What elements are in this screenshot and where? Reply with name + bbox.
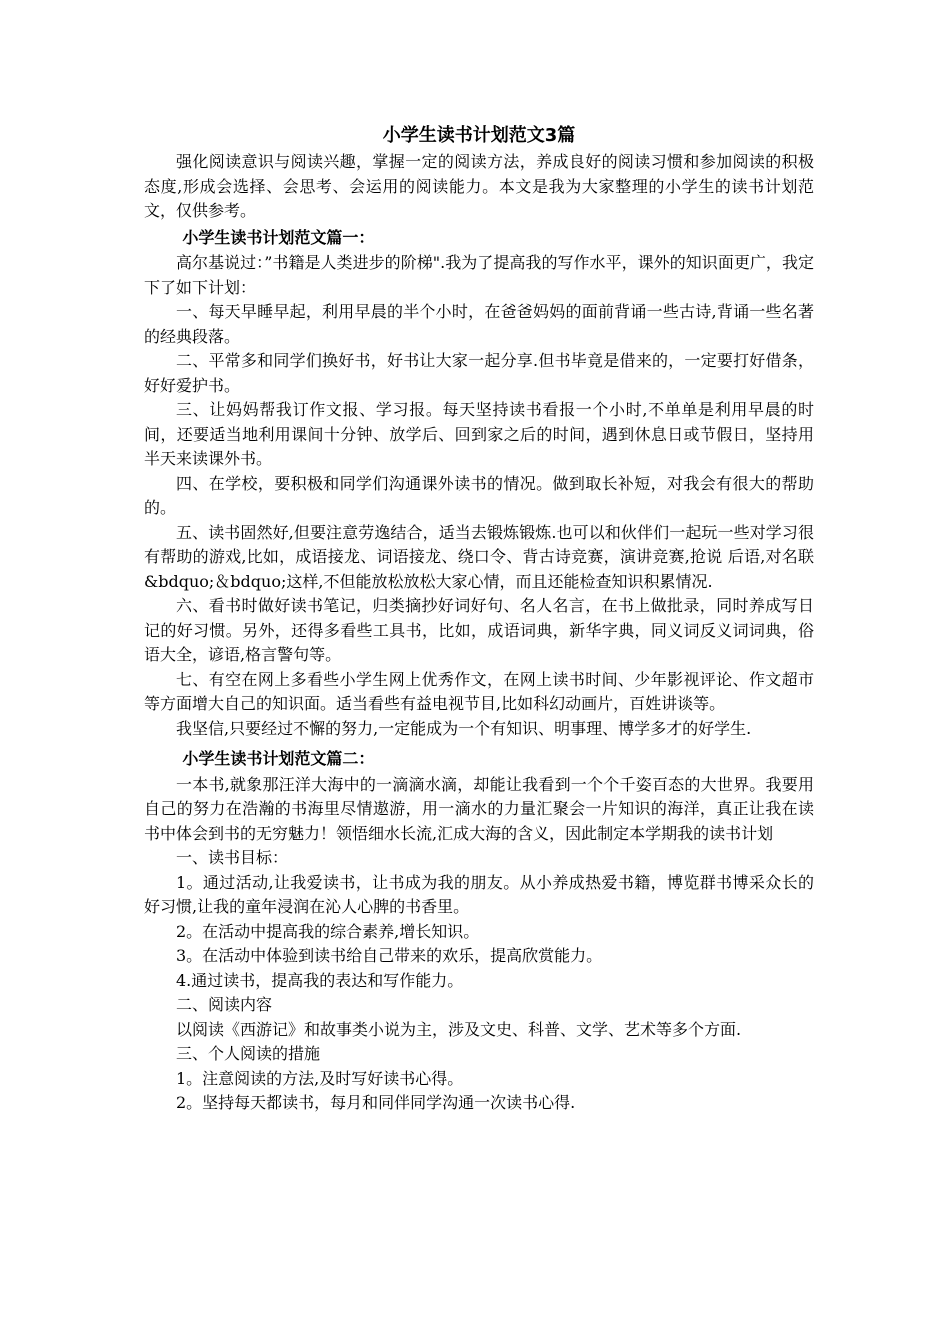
paragraph: 1。注意阅读的方法,及时写好读书心得。 (176, 1068, 464, 1088)
paragraph: 六、看书时做好读书笔记，归类摘抄好词好句、名人名言，在书上做批录，同时养成写日记的好习惯。另外，还得多看些工具书，比如，成语词典，新华字典，同义词反义词词典，俗语大全，谚语,格言警句等。 (144, 596, 814, 664)
paragraph: 一、每天早睡早起，利用早晨的半个小时，在爸爸妈妈的面前背诵一些古诗,背诵一些名著的经典段落。 (144, 302, 814, 346)
paragraph: 一、读书目标： (176, 848, 289, 867)
paragraph: 2。坚持每天都读书，每月和同伴同学沟通一次读书心得. (176, 1093, 576, 1112)
paragraph: 二、平常多和同学们换好书，好书让大家一起分享.但书毕竟是借来的，一定要打好借条，好好爱护书。 (144, 351, 814, 395)
section-heading-1: 小学生读书计划范文篇一： (182, 227, 375, 247)
paragraph: 1。通过活动,让我爱读书，让书成为我的朋友。从小养成热爱书籍，博览群书博采众长的好习惯,让我的童年浸润在沁人心脾的书香里。 (144, 872, 814, 916)
paragraph: 三、让妈妈帮我订作文报、学习报。每天坚持读书看报一个小时,不单单是利用早晨的时间，还要适当地利用课间十分钟、放学后、回到家之后的时间，遇到休息日或节假日，坚持用半天来读课外书。 (144, 400, 814, 468)
paragraph: 二、阅读内容 (176, 995, 273, 1014)
paragraph: 3。在活动中体验到读书给自己带来的欢乐，提高欣赏能力。 (176, 946, 603, 965)
paragraph: 三、个人阅读的措施 (176, 1044, 321, 1063)
paragraph: 4.通过读书，提高我的表达和写作能力。 (176, 970, 464, 990)
paragraph: 四、在学校，要积极和同学们沟通课外读书的情况。做到取长补短，对我会有很大的帮助的。 (144, 473, 814, 517)
document-body (144, 123, 814, 1116)
document-title: 小学生读书计划范文3篇 (382, 125, 576, 146)
paragraph: 一本书,就象那汪洋大海中的一滴滴水滴，却能让我看到一个个千姿百态的大世界。我要用自己的努力在浩瀚的书海里尽情遨游，用一滴水的力量汇聚会一片知识的海洋，真正让我在读书中体会到书的无穷魅力！领悟细水长流,汇成大海的含义，因此制定本学期我的读书计划 (144, 774, 814, 843)
paragraph: 高尔基说过：”书籍是人类进步的阶梯".我为了提高我的写作水平，课外的知识面更广，我定下了如下计划： (144, 253, 814, 297)
paragraph: 2。在活动中提高我的综合素养,增长知识。 (176, 921, 480, 941)
section-heading-2: 小学生读书计划范文篇二： (182, 749, 375, 768)
intro-paragraph: 强化阅读意识与阅读兴趣，掌握一定的阅读方法，养成良好的阅读习惯和参加阅读的积极态度,形成会选择、会思考、会运用的阅读能力。本文是我为大家整理的小学生的读书计划范文，仅供参考。 (144, 152, 814, 220)
paragraph: 五、读书固然好,但要注意劳逸结合，适当去锻炼锻炼.也可以和伙伴们一起玩一些对学习很有帮助的游戏,比如，成语接龙、词语接龙、绕口令、背古诗竞赛，演讲竞赛,抢说 后语,对名联&bdquo;＆bdquo;这样,不但能放松放松大家心情，而且还能检查知识积累情况. (144, 522, 814, 591)
paragraph: 以阅读《西游记》和故事类小说为主，涉及文史、科普、文学、艺术等多个方面. (176, 1019, 742, 1039)
paragraph: 七、有空在网上多看些小学生网上优秀作文，在网上读书时间、少年影视评论、作文超市等方面增大自己的知识面。适当看些有益电视节目,比如科幻动画片，百姓讲谈等。 (144, 669, 814, 713)
paragraph: 我坚信,只要经过不懈的努力,一定能成为一个有知识、明事理、博学多才的好学生. (176, 718, 752, 738)
